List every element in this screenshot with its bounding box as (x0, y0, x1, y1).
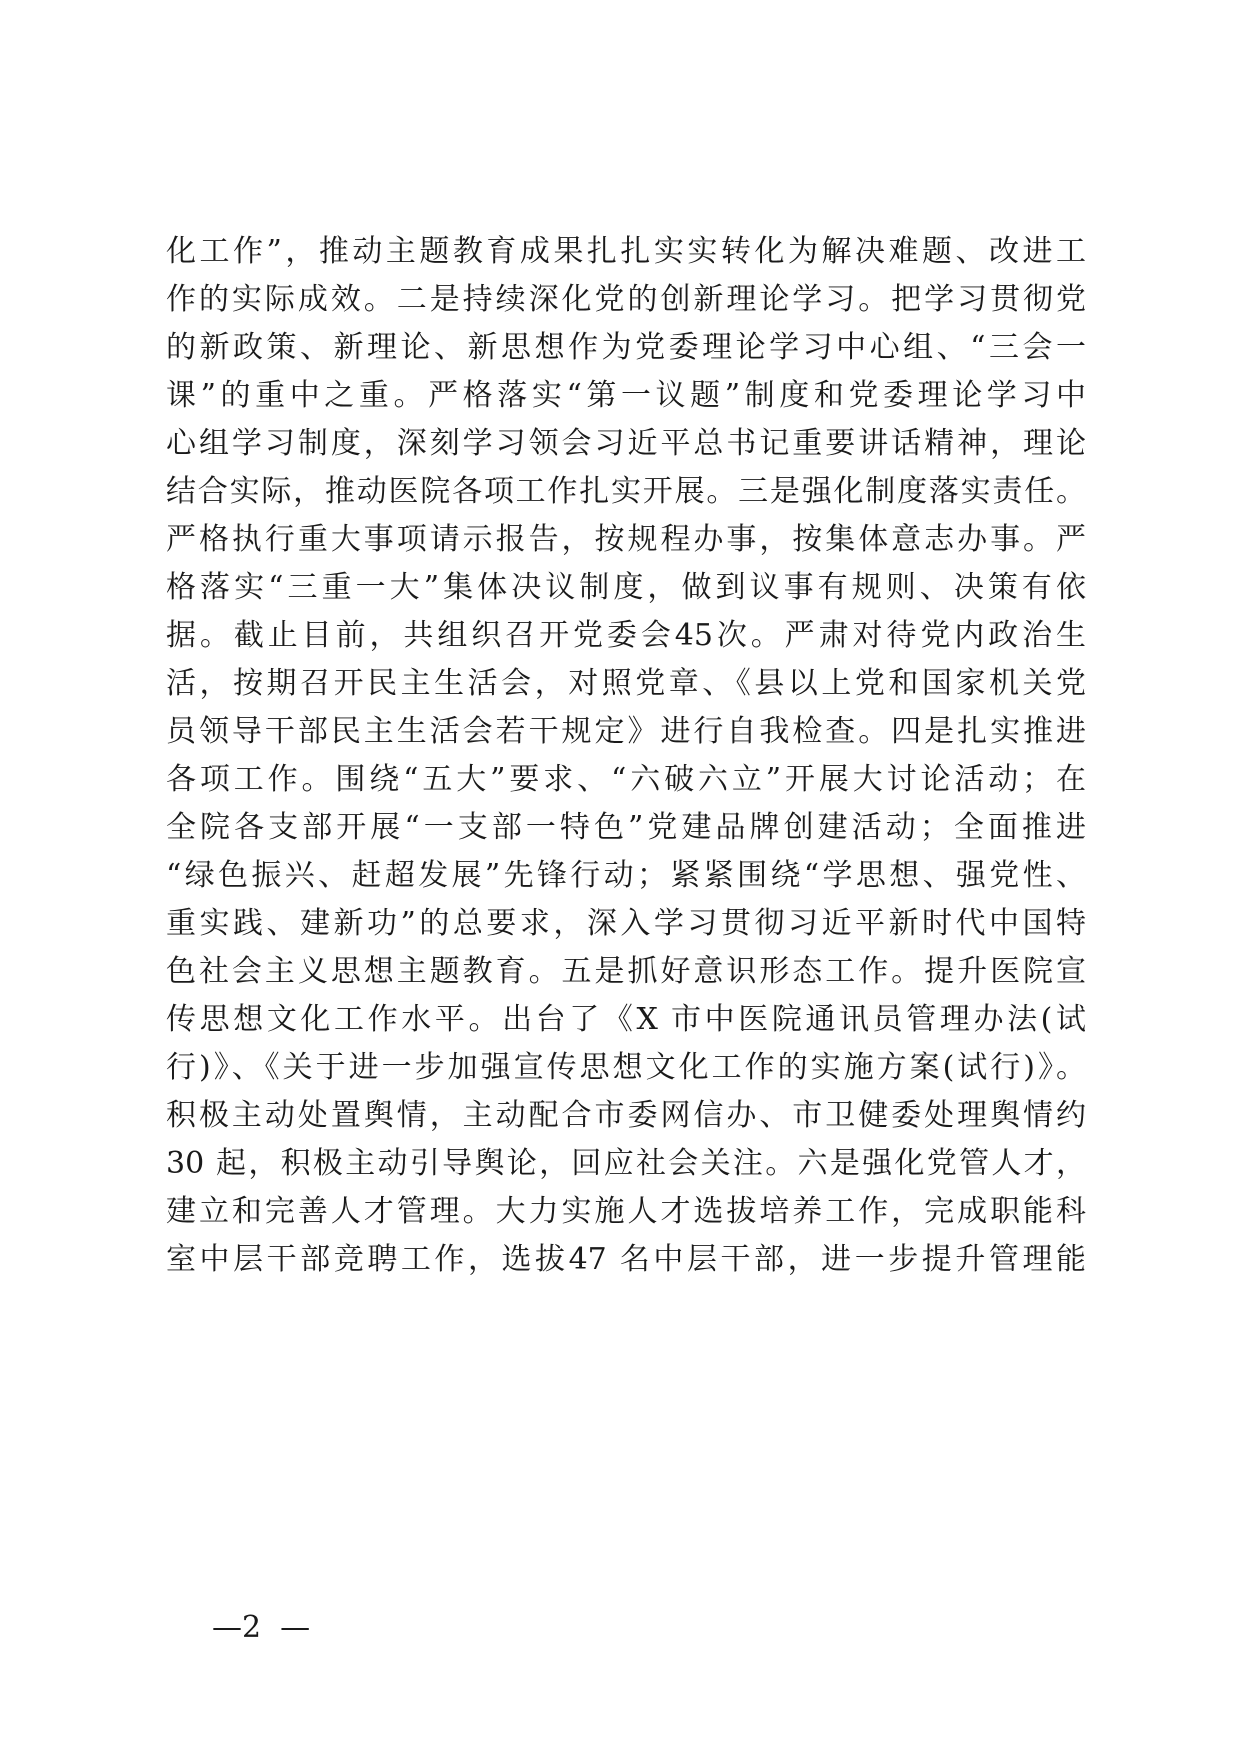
text-line: 各项工作。围绕“五大”要求、“六破六立”开展大讨论活动；在 (166, 762, 1086, 797)
body-text (166, 228, 1086, 1284)
text-line: 积极主动处置舆情，主动配合市委网信办、市卫健委处理舆情约 (166, 1098, 1086, 1133)
text-line: “绿色振兴、赶超发展”先锋行动；紧紧围绕“学思想、强党性、 (166, 858, 1086, 893)
text-line: 课”的重中之重。严格落实“第一议题”制度和党委理论学习中 (166, 378, 1086, 413)
text-line: 结合实际，推动医院各项工作扎实开展。三是强化制度落实责任。 (166, 474, 1086, 509)
text-line: 室中层干部竞聘工作，选拔47 名中层干部，进一步提升管理能 (166, 1242, 1086, 1277)
text-line: 据。截止目前，共组织召开党委会45次。严肃对待党内政治生 (166, 618, 1086, 653)
text-line: 化工作”，推动主题教育成果扎扎实实转化为解决难题、改进工 (166, 234, 1086, 269)
text-line: 严格执行重大事项请示报告，按规程办事，按集体意志办事。严 (166, 522, 1086, 557)
text-line: 格落实“三重一大”集体决议制度，做到议事有规则、决策有依 (166, 570, 1086, 605)
text-line: 心组学习制度，深刻学习领会习近平总书记重要讲话精神，理论 (166, 426, 1086, 461)
text-line: 员领导干部民主生活会若干规定》进行自我检查。四是扎实推进 (166, 714, 1086, 749)
text-line: 传思想文化工作水平。出台了《X 市中医院通讯员管理办法(试 (166, 1002, 1086, 1037)
text-line: 作的实际成效。二是持续深化党的创新理论学习。把学习贯彻党 (166, 282, 1086, 317)
text-line: 行)》、《关于进一步加强宣传思想文化工作的实施方案(试行)》。 (166, 1050, 1086, 1085)
text-line: 活，按期召开民主生活会，对照党章、《县以上党和国家机关党 (166, 666, 1086, 701)
text-line: 的新政策、新理论、新思想作为党委理论学习中心组、“三会一 (166, 330, 1086, 365)
text-line: 色社会主义思想主题教育。五是抓好意识形态工作。提升医院宣 (166, 954, 1086, 989)
page-number: —2 — (212, 1610, 311, 1645)
text-line: 重实践、建新功”的总要求，深入学习贯彻习近平新时代中国特 (166, 906, 1086, 941)
text-line: 30 起，积极主动引导舆论，回应社会关注。六是强化党管人才， (166, 1146, 1086, 1181)
text-line: 建立和完善人才管理。大力实施人才选拔培养工作，完成职能科 (166, 1194, 1086, 1229)
text-line: 全院各支部开展“一支部一特色”党建品牌创建活动；全面推进 (166, 810, 1086, 845)
